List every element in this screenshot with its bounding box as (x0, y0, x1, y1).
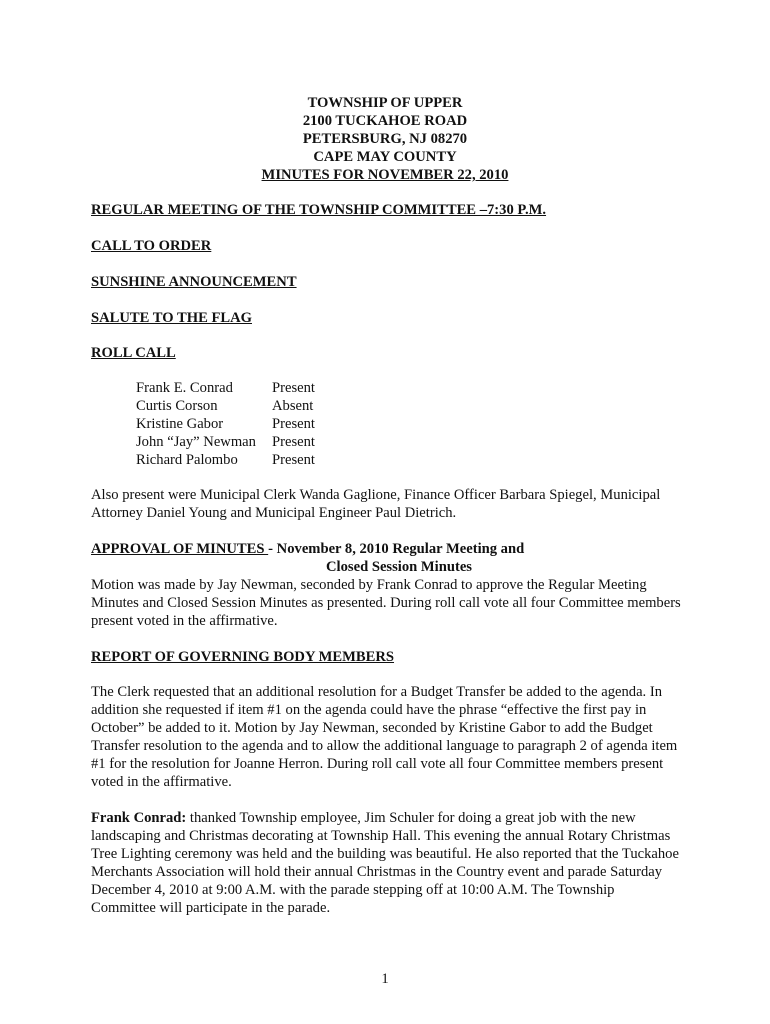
address-street: 2100 TUCKAHOE ROAD (302, 113, 468, 129)
member-status: Present (272, 416, 315, 432)
page-number: 1 (381, 971, 389, 987)
regular-meeting-heading: REGULAR MEETING OF THE TOWNSHIP COMMITTEE –7:30 P.M. (91, 202, 547, 218)
roll-call-row (136, 397, 315, 415)
member-name: Frank E. Conrad (136, 380, 233, 396)
address-city: PETERSBURG, NJ 08270 (302, 131, 468, 147)
member-status: Absent (272, 398, 314, 414)
roll-call-table (136, 379, 315, 469)
member-name: John “Jay” Newman (136, 434, 256, 450)
report-governing-body-heading: REPORT OF GOVERNING BODY MEMBERS (91, 649, 395, 665)
roll-call-row (136, 415, 315, 433)
roll-call-row (136, 451, 315, 469)
call-to-order-heading: CALL TO ORDER (91, 238, 212, 254)
member-name: Curtis Corson (136, 398, 218, 414)
member-name: Richard Palombo (136, 452, 238, 468)
salute-flag-heading: SALUTE TO THE FLAG (91, 310, 252, 326)
approval-minutes-subheading: Closed Session Minutes (326, 559, 472, 575)
approval-minutes-date: - November 8, 2010 Regular Meeting and (268, 541, 525, 557)
minutes-title: MINUTES FOR NOVEMBER 22, 2010 (261, 167, 509, 183)
frank-conrad-paragraph (91, 809, 681, 917)
member-name: Kristine Gabor (136, 416, 224, 432)
frank-conrad-text: thanked Township employee, Jim Schuler for doing a great job with the new landscaping and Christmas decorating at Township Hall. This evening the annual Rotary Christmas Tree Lighting ceremony was held and the building was beautiful. He also reported that the Tuckahoe Merchants Association will hold their annual Christmas in the Country event and parade Saturday December 4, 2010 at 9:00 A.M. with the parade stepping off at 10:00 A.M. The Township Committee will participate in the parade. (91, 810, 679, 916)
roll-call-row (136, 379, 315, 397)
frank-conrad-label: Frank Conrad: (91, 810, 187, 826)
approval-minutes-paragraph: Motion was made by Jay Newman, seconded by Frank Conrad to approve the Regular Meeting Minutes and Closed Session Minutes as presented. During roll call vote all four Committee members present voted in the affirmative. (91, 577, 681, 629)
roll-call-heading: ROLL CALL (91, 345, 176, 361)
roll-call-row (136, 433, 315, 451)
approval-minutes-heading (91, 540, 524, 558)
also-present-paragraph: Also present were Municipal Clerk Wanda Gaglione, Finance Officer Barbara Spiegel, Municipal Attorney Daniel Young and Municipal Engineer Paul Dietrich. (91, 487, 661, 521)
document-header (0, 94, 770, 184)
township-name: TOWNSHIP OF UPPER (307, 95, 463, 111)
report-governing-body-paragraph: The Clerk requested that an additional resolution for a Budget Transfer be added to the agenda. In addition she requested if item #1 on the agenda could have the phrase “effective the first pay in October” be added to it. Motion by Jay Newman, seconded by Kristine Gabor to add the Budget Transfer resolution to the agenda and to allow the additional language to paragraph 2 of agenda item #1 for the resolution for Joanne Herron. During roll call vote all four Committee members present voted in the affirmative. (91, 684, 678, 790)
member-status: Present (272, 380, 315, 396)
approval-minutes-label: APPROVAL OF MINUTES (91, 541, 269, 557)
sunshine-announcement-heading: SUNSHINE ANNOUNCEMENT (91, 274, 297, 290)
county-name: CAPE MAY COUNTY (313, 149, 457, 165)
member-status: Present (272, 452, 315, 468)
member-status: Present (272, 434, 315, 450)
